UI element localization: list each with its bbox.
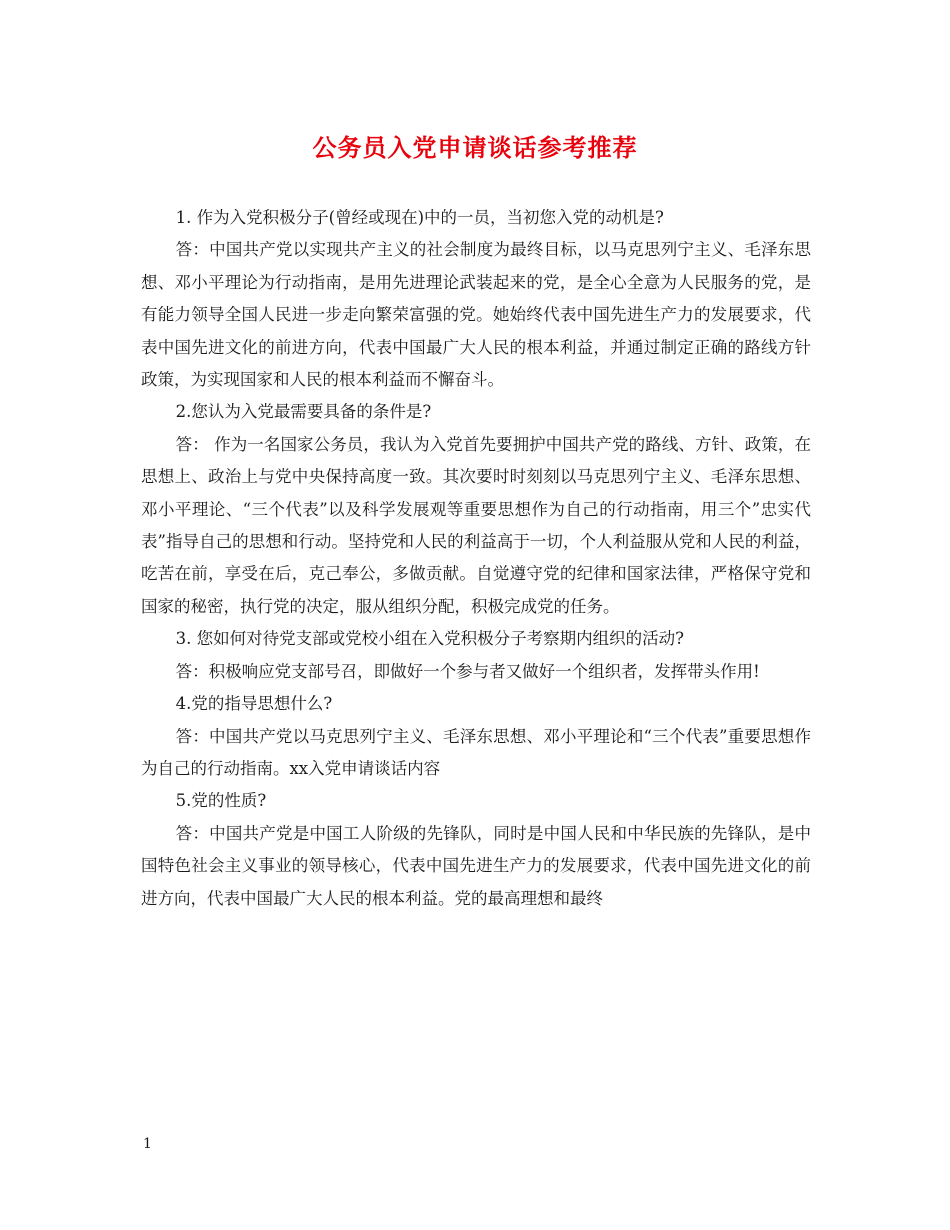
paragraph-q1: 1. 作为入党积极分子(曾经或现在)中的一员，当初您入党的动机是?: [175, 208, 664, 227]
paragraph-a5: 答：中国共产党是中国工人阶级的先锋队，同时是中国人民和中华民族的先锋队，是中国特色社会主义事业的领导核心，代表中国先进生产力的发展要求，代表中国先进文化的前进方向，代表中国最广大人民的根本利益。党的最高理想和最终: [141, 823, 811, 908]
paragraph-q5: 5.党的性质?: [175, 791, 267, 811]
paragraph-a4: 答：中国共产党以马克思列宁主义、毛泽东思想、邓小平理论和“三个代表”重要思想作为自己的行动指南。xx入党申请谈话内容: [141, 726, 811, 778]
document-body: [141, 202, 811, 915]
paragraph-a2: 答： 作为一名国家公务员，我认为入党首先要拥护中国共产党的路线、方针、政策，在思想上、政治上与党中央保持高度一致。其次要时时刻刻以马克思列宁主义、毛泽东思想、邓小平理论、“三个代表”以及科学发展观等重要思想作为自己的行动指南，用三个”忠实代表”指导自己的思想和行动。坚持党和人民的利益高于一切，个人利益服从党和人民的利益，吃苦在前，享受在后，克己奉公，多做贡献。自觉遵守党的纪律和国家法律，严格保守党和国家的秘密，执行党的决定，服从组织分配，积极完成党的任务。: [141, 434, 811, 616]
page-number: 1: [143, 1136, 152, 1152]
paragraph-a1: 答：中国共产党以实现共产主义的社会制度为最终目标，以马克思列宁主义、毛泽东思想、邓小平理论为行动指南，是用先进理论武装起来的党，是全心全意为人民服务的党，是有能力领导全国人民进一步走向繁荣富强的党。她始终代表中国先进生产力的发展要求，代表中国先进文化的前进方向，代表中国最广大人民的根本利益，并通过制定正确的路线方针政策，为实现国家和人民的根本利益而不懈奋斗。: [141, 240, 811, 390]
paragraph-a3: 答：积极响应党支部号召，即做好一个参与者又做好一个组织者，发挥带头作用!: [175, 661, 760, 681]
paragraph-q2: 2.您认为入党最需要具备的条件是?: [175, 402, 432, 422]
page-title: 公务员入党申请谈话参考推荐: [312, 134, 638, 162]
paragraph-q3: 3. 您如何对待党支部或党校小组在入党积极分子考察期内组织的活动?: [175, 629, 684, 649]
paragraph-q4: 4.党的指导思想什么?: [175, 694, 333, 714]
